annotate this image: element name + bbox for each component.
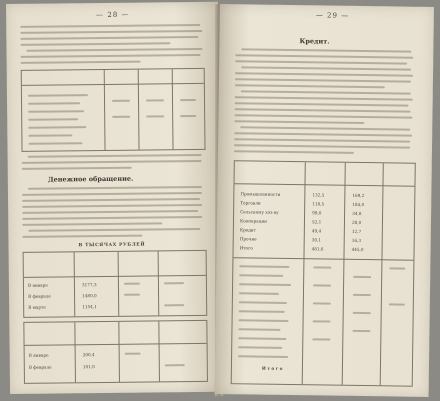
paragraph-money bbox=[6, 2, 218, 4]
credit-row-3-label: Кооперации bbox=[239, 218, 268, 224]
table2-row-0-value: 200,4 bbox=[82, 352, 95, 358]
table1-row-1-month: В феврале bbox=[28, 293, 51, 299]
table-money-2 bbox=[23, 320, 208, 384]
credit-row-4-v2: 12,7 bbox=[351, 228, 362, 234]
credit-row-2-label: Сельскому хоз-ву bbox=[240, 209, 279, 215]
credit-row-1-v1: 118,5 bbox=[312, 201, 325, 207]
table1-row-1-value: 1480,0 bbox=[82, 293, 97, 299]
section-heading-credit: Кредит. bbox=[299, 37, 330, 46]
table2-row-0-month: В январе bbox=[28, 352, 49, 358]
credit-row-2-v1: 99,0 bbox=[312, 210, 322, 216]
table-money-1 bbox=[23, 250, 208, 318]
right-page bbox=[215, 4, 434, 397]
credit-row-0-v1: 132,5 bbox=[312, 192, 325, 198]
credit-row-6-label: Итого bbox=[239, 245, 253, 251]
credit-row-5-v2: 16,3 bbox=[351, 237, 362, 243]
table2-row-1-month: В феврале bbox=[28, 364, 52, 370]
table-caption: В ТЫСЯЧАХ РУБЛЕЙ bbox=[78, 242, 146, 249]
credit-row-1-label: Торговли bbox=[240, 200, 261, 206]
page-number-left: — 28 — bbox=[96, 10, 130, 20]
paragraph-intro bbox=[6, 2, 218, 4]
credit-total-label: И т о г о bbox=[261, 365, 283, 371]
table1-row-0-value: 3177,3 bbox=[81, 282, 97, 288]
section-heading-money: Денежное обращение. bbox=[47, 174, 134, 184]
page-number-right: — 29 — bbox=[315, 11, 350, 20]
credit-row-3-v2: 28,0 bbox=[351, 219, 362, 225]
credit-row-6-v1: 481,6 bbox=[311, 246, 324, 252]
left-page bbox=[6, 2, 222, 394]
credit-row-5-v1: 30,1 bbox=[311, 237, 322, 243]
credit-row-2-v2: 34,8 bbox=[352, 210, 362, 216]
credit-row-3-v1: 52,1 bbox=[311, 219, 322, 225]
table-credit bbox=[231, 160, 416, 387]
table-enterprises bbox=[21, 68, 206, 152]
table1-row-0-month: В январе bbox=[27, 282, 48, 288]
credit-row-1-v2: 184,0 bbox=[352, 201, 365, 208]
credit-row-0-label: Промышленности bbox=[240, 191, 281, 197]
open-book bbox=[6, 4, 436, 396]
credit-row-0-v2: 169,2 bbox=[352, 192, 365, 199]
credit-row-4-v1: 49,4 bbox=[311, 228, 322, 234]
paragraph-credit bbox=[220, 4, 434, 7]
paragraph-middle bbox=[6, 2, 218, 4]
table1-row-2-month: В марте bbox=[28, 304, 46, 310]
credit-row-6-v2: 445,0 bbox=[351, 246, 364, 253]
table1-row-2-value: 1154,1 bbox=[82, 304, 97, 310]
credit-row-4-label: Кредит bbox=[239, 227, 256, 233]
credit-row-5-label: Прочие bbox=[239, 236, 257, 242]
table2-row-1-value: 101,0 bbox=[82, 364, 95, 370]
